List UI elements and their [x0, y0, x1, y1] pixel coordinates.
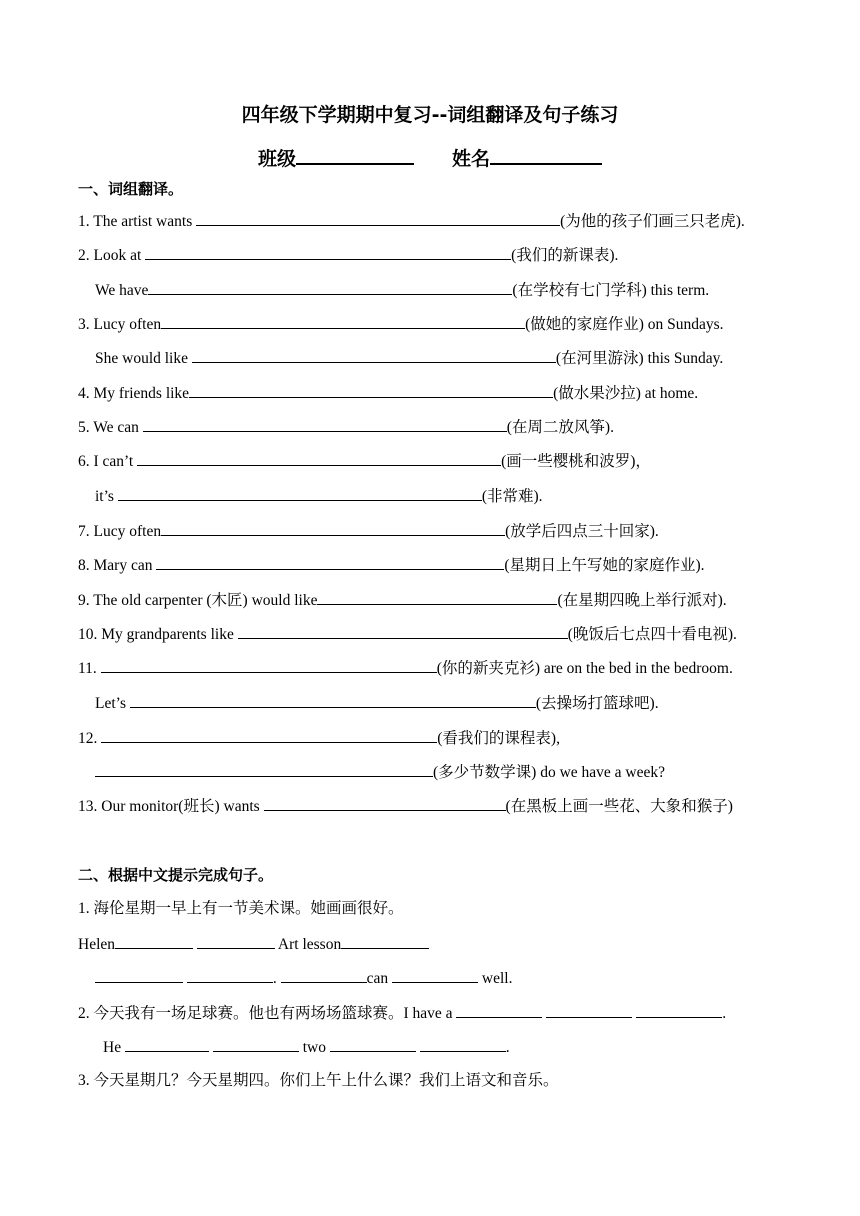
line-prefix: We have: [95, 282, 149, 299]
q2-chinese: 2. 今天我有一场足球赛。他也有两场场篮球赛。I have a: [78, 1005, 457, 1022]
answer-blank[interactable]: [125, 1036, 209, 1052]
answer-blank[interactable]: [636, 1002, 722, 1018]
line-suffix: (做她的家庭作业) on Sundays.: [525, 316, 724, 333]
q1-well: well.: [481, 970, 513, 987]
line-suffix: (多少节数学课) do we have a week?: [433, 764, 665, 781]
exercise-line: [78, 657, 733, 679]
class-name-bar: [0, 144, 860, 171]
answer-blank[interactable]: [238, 623, 568, 639]
line-prefix: 12.: [78, 730, 102, 747]
answer-blank[interactable]: [546, 1002, 632, 1018]
answer-blank[interactable]: [213, 1036, 299, 1052]
exercise-line: [78, 727, 560, 749]
line-prefix: 4. My friends like: [78, 385, 190, 402]
exercise-line: [78, 416, 614, 438]
answer-blank[interactable]: [197, 933, 275, 949]
exercise-line: [78, 313, 724, 335]
question-1-line-b: [95, 967, 512, 989]
exercise-line: [95, 279, 709, 301]
exercise-line: [78, 210, 745, 232]
answer-blank[interactable]: [189, 382, 553, 398]
answer-blank[interactable]: [115, 933, 193, 949]
answer-blank[interactable]: [330, 1036, 416, 1052]
answer-blank[interactable]: [161, 520, 505, 536]
line-suffix: (在河里游泳) this Sunday.: [555, 350, 724, 367]
class-label: 班级: [257, 148, 296, 170]
answer-blank[interactable]: [317, 589, 557, 605]
section1-heading: 一、词组翻译。: [78, 180, 184, 198]
question-1-line-a: [78, 933, 429, 955]
q2-he: He: [103, 1039, 125, 1056]
line-suffix: (在黑板上画一些花、大象和猴子): [505, 798, 733, 815]
answer-blank[interactable]: [101, 657, 437, 673]
answer-blank[interactable]: [148, 279, 512, 295]
q2-period-2: .: [505, 1039, 510, 1056]
exercise-line: [78, 244, 618, 266]
answer-blank[interactable]: [187, 967, 273, 983]
exercise-line: [95, 485, 543, 507]
answer-blank[interactable]: [161, 313, 525, 329]
q2-period: .: [722, 1005, 727, 1022]
exercise-line: [78, 450, 651, 472]
line-suffix: (为他的孩子们画三只老虎).: [560, 213, 745, 230]
exercise-line: [78, 554, 705, 576]
answer-blank[interactable]: [281, 967, 367, 983]
class-blank[interactable]: [296, 145, 414, 165]
answer-blank[interactable]: [196, 210, 560, 226]
answer-blank[interactable]: [156, 554, 504, 570]
line-prefix: She would like: [95, 350, 192, 367]
line-suffix: (我们的新课表).: [511, 247, 619, 264]
answer-blank[interactable]: [137, 450, 501, 466]
line-prefix: 2. Look at: [78, 247, 146, 264]
answer-blank[interactable]: [145, 244, 511, 260]
exercise-line: [78, 623, 737, 645]
exercise-line: [78, 589, 727, 611]
line-prefix: 13. Our monitor(班长) wants: [78, 798, 264, 815]
question-3-chinese: 3. 今天星期几？今天星期四。你们上午上什么课？我们上语文和音乐。: [78, 1072, 559, 1089]
question-1-chinese: 1. 海伦星期一早上有一节美术课。她画画很好。: [78, 900, 404, 917]
answer-blank[interactable]: [392, 967, 478, 983]
line-prefix: 8. Mary can: [78, 557, 157, 574]
answer-blank[interactable]: [420, 1036, 506, 1052]
exercise-line: [95, 347, 723, 369]
answer-blank[interactable]: [264, 795, 506, 811]
line-prefix: 1. The artist wants: [78, 213, 197, 230]
answer-blank[interactable]: [143, 416, 507, 432]
line-suffix: (画一些樱桃和波罗)，: [501, 453, 651, 470]
line-prefix: it’s: [95, 488, 118, 505]
line-prefix: 11.: [78, 660, 101, 677]
answer-blank[interactable]: [95, 967, 183, 983]
q1-period: .: [272, 970, 277, 987]
question-2-line-b: [103, 1036, 510, 1058]
answer-blank[interactable]: [192, 347, 556, 363]
line-prefix: 9. The old carpenter (木匠) would like: [78, 592, 318, 609]
line-suffix: (看我们的课程表),: [437, 730, 560, 747]
q2-two: two: [302, 1039, 326, 1056]
line-suffix: (在学校有七门学科) this term.: [512, 282, 710, 299]
section2-heading: 二、根据中文提示完成句子。: [78, 866, 274, 884]
line-prefix: 6. I can’t: [78, 453, 138, 470]
line-suffix: (做水果沙拉) at home.: [553, 385, 699, 402]
answer-blank[interactable]: [118, 485, 482, 501]
name-blank[interactable]: [490, 145, 602, 165]
exercise-line: [95, 761, 665, 783]
exercise-line: [95, 692, 659, 714]
line-prefix: 5. We can: [78, 419, 143, 436]
line-suffix: (在周二放风筝).: [506, 419, 614, 436]
answer-blank[interactable]: [456, 1002, 542, 1018]
line-prefix: Let’s: [95, 695, 130, 712]
question-2-line-a: [78, 1002, 726, 1024]
line-suffix: (放学后四点三十回家).: [505, 523, 659, 540]
answer-blank[interactable]: [130, 692, 536, 708]
line-suffix: (去操场打篮球吧).: [535, 695, 659, 712]
line-suffix: (在星期四晚上举行派对).: [557, 592, 727, 609]
line-suffix: (晚饭后七点四十看电视).: [567, 626, 737, 643]
line-suffix: (星期日上午写她的家庭作业).: [504, 557, 705, 574]
page-title: 四年级下学期期中复习--词组翻译及句子练习: [241, 104, 619, 126]
answer-blank[interactable]: [101, 727, 437, 743]
line-prefix: 3. Lucy often: [78, 316, 162, 333]
name-label: 姓名: [452, 148, 491, 170]
answer-blank[interactable]: [95, 761, 433, 777]
q1-can: can: [366, 970, 389, 987]
line-suffix: (你的新夹克衫) are on the bed in the bedroom.: [436, 660, 733, 677]
line-prefix: 7. Lucy often: [78, 523, 162, 540]
exercise-line: [78, 520, 659, 542]
line-prefix: 10. My grandparents like: [78, 626, 238, 643]
q1-helen: Helen: [78, 936, 116, 953]
q1-art-lesson: Art lesson: [277, 936, 342, 953]
answer-blank[interactable]: [341, 933, 429, 949]
line-suffix: (非常难).: [481, 488, 543, 505]
exercise-line: [78, 795, 733, 817]
exercise-line: [78, 382, 698, 404]
